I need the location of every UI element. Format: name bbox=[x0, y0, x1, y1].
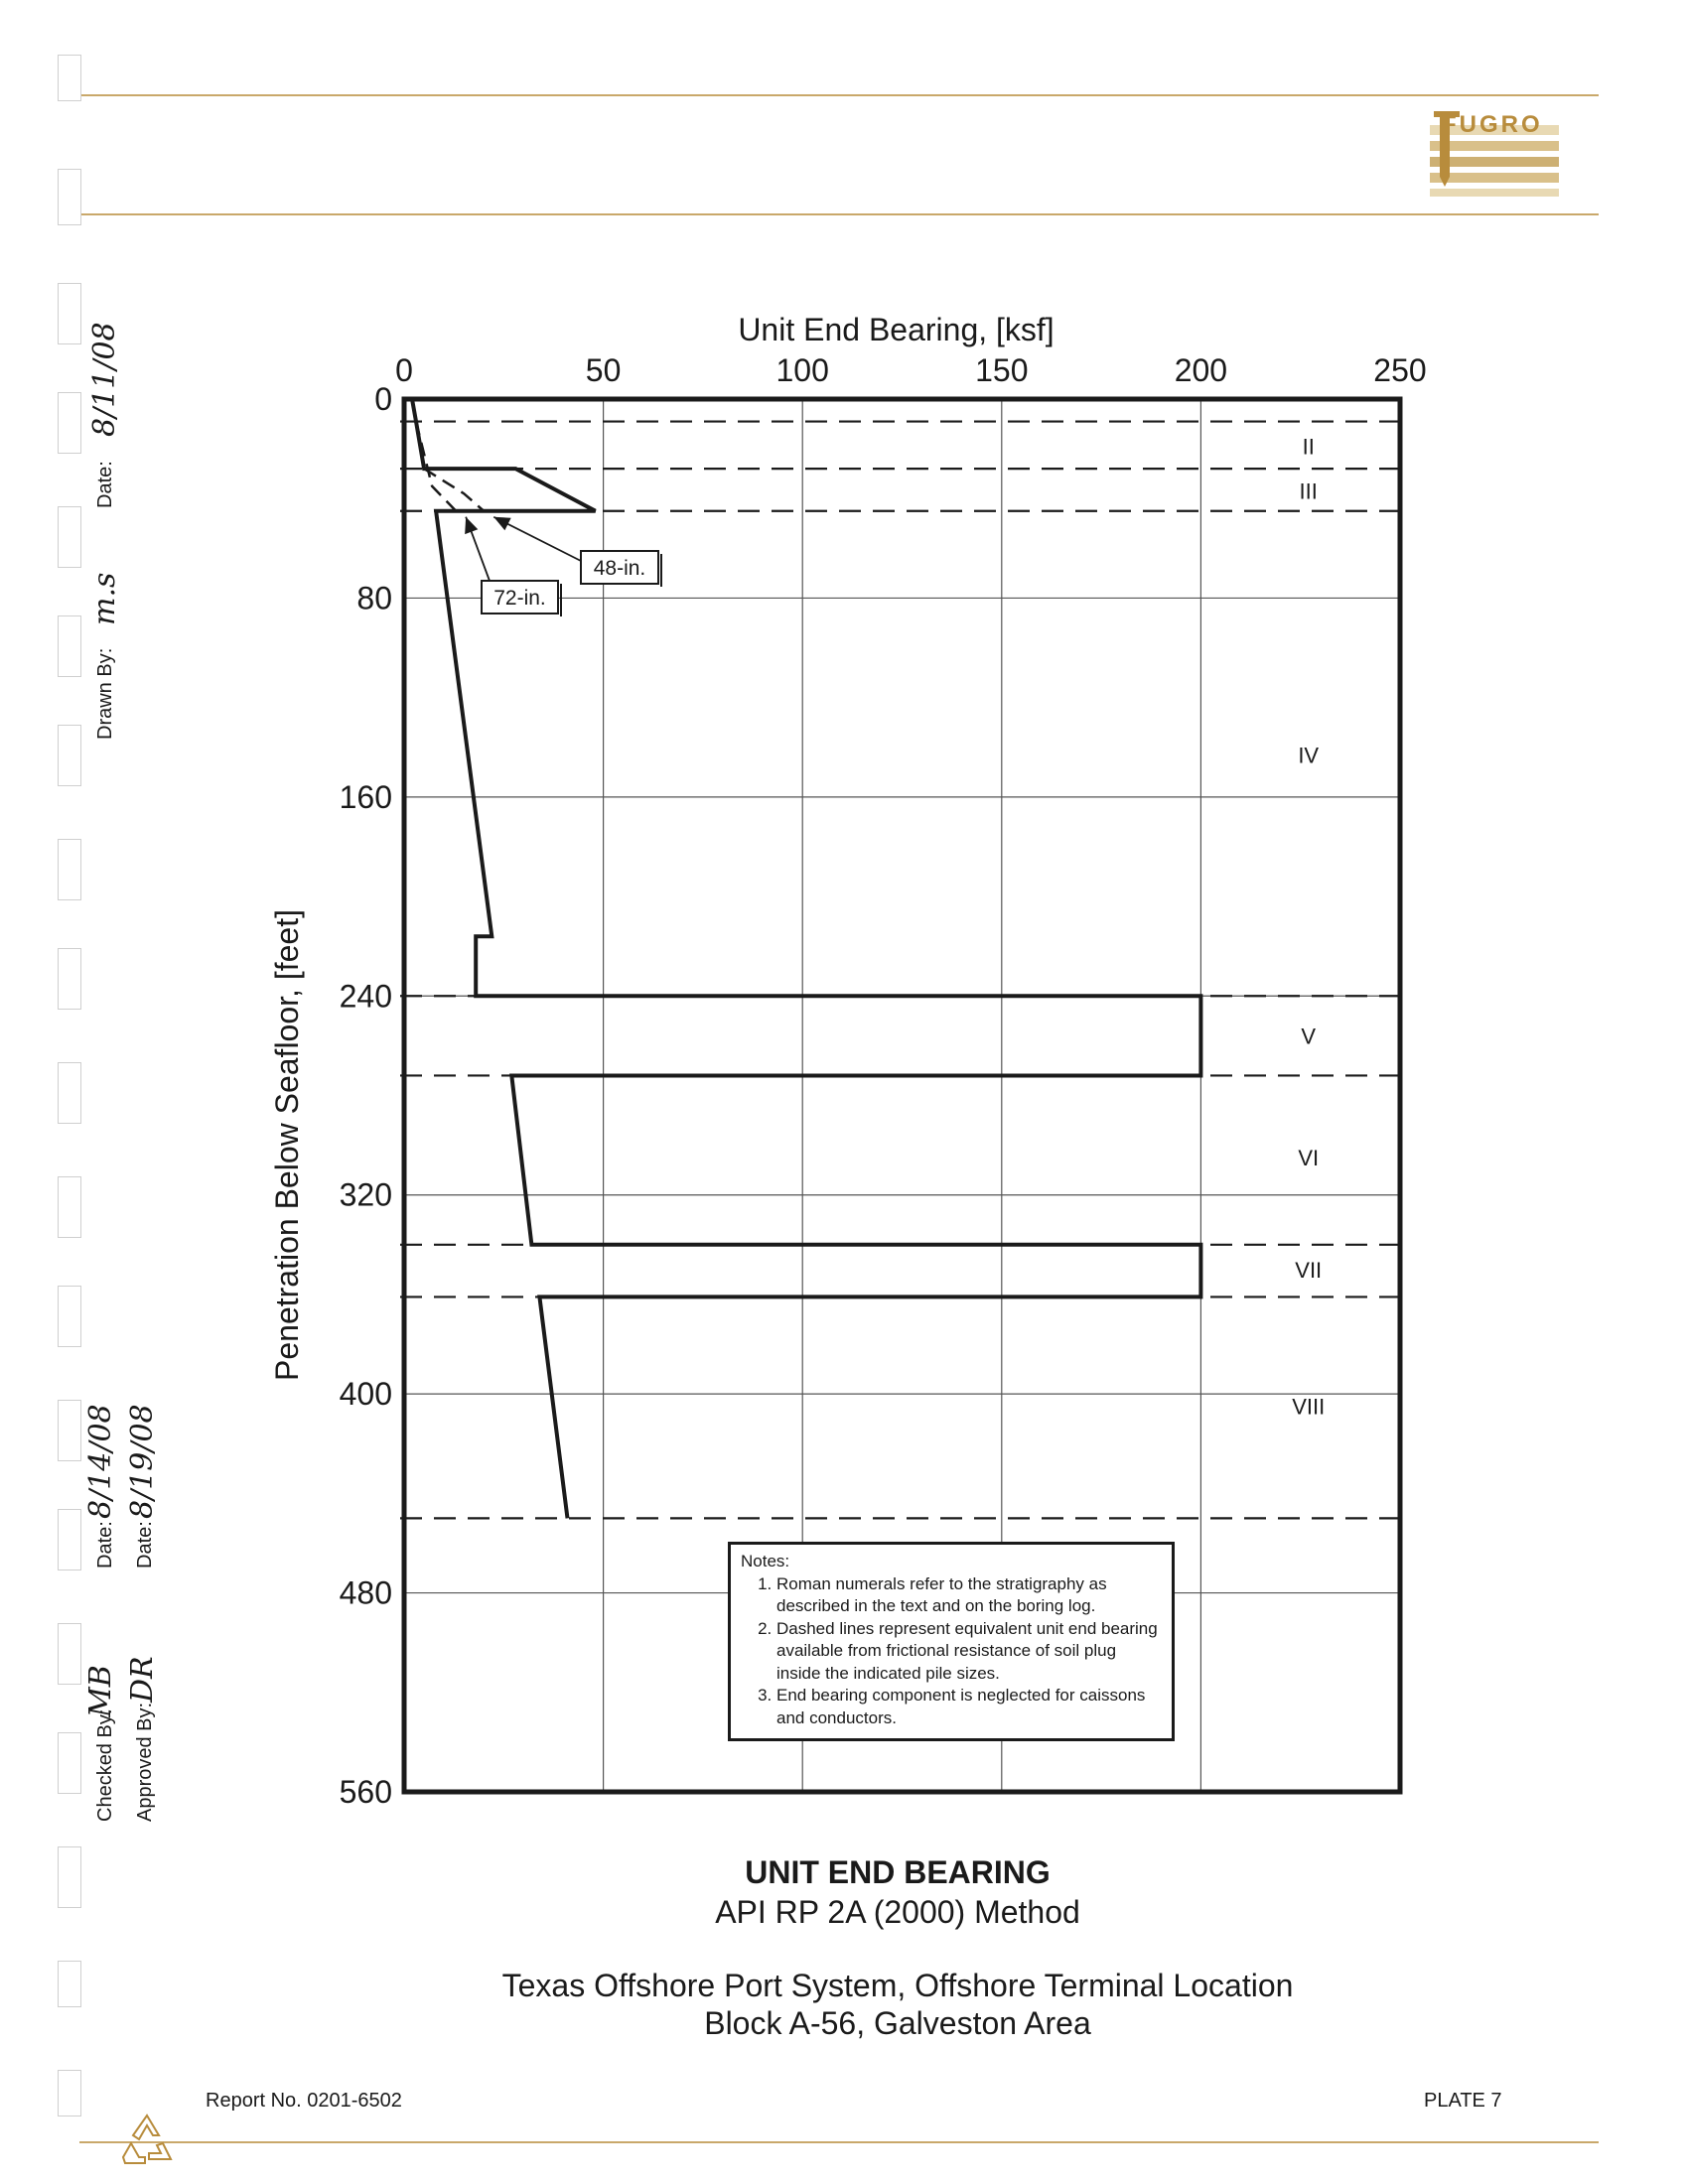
project-line-1: Texas Offshore Port System, Offshore Terminal Location bbox=[501, 1968, 1294, 2003]
stratigraphy-label: III bbox=[1299, 478, 1318, 504]
y-tick-label: 400 bbox=[339, 1376, 392, 1413]
notes-box bbox=[728, 1542, 1175, 1741]
plate-method: API RP 2A (2000) Method bbox=[715, 1894, 1080, 1930]
approved-by-label: Approved By: bbox=[134, 1702, 156, 1822]
series-line-dashed bbox=[424, 469, 484, 511]
y-tick-label: 240 bbox=[339, 978, 392, 1015]
x-tick-label: 250 bbox=[1373, 352, 1427, 388]
stratigraphy-label: II bbox=[1302, 434, 1315, 460]
plate-number: PLATE 7 bbox=[1424, 2090, 1502, 2112]
y-tick-label: 160 bbox=[339, 778, 392, 815]
checked-by-label: Checked By: bbox=[94, 1708, 116, 1822]
approved-date-handwritten: 8/19/08 bbox=[125, 1404, 160, 1519]
stratigraphy-label: VII bbox=[1295, 1257, 1323, 1283]
drawn-by-signature: m.s bbox=[87, 572, 122, 625]
date-label: Date: bbox=[94, 461, 116, 508]
x-axis-label: Unit End Bearing, [ksf] bbox=[738, 312, 1055, 347]
checked-date-handwritten: 8/14/08 bbox=[83, 1404, 118, 1519]
notes-list bbox=[741, 1573, 1162, 1730]
stratigraphy-label: V bbox=[1301, 1024, 1317, 1049]
x-tick-label: 100 bbox=[775, 352, 829, 388]
y-tick-label: 320 bbox=[339, 1176, 392, 1213]
notes-heading: Notes: bbox=[741, 1552, 790, 1570]
y-tick-label: 480 bbox=[339, 1574, 392, 1611]
annotation-label: 48-in. bbox=[593, 557, 646, 580]
stratigraphy-label: VIII bbox=[1292, 1394, 1326, 1420]
checked-date-label: Date: bbox=[94, 1521, 116, 1569]
annotation-label: 72-in. bbox=[493, 587, 546, 610]
date-handwritten: 8/11/08 bbox=[87, 322, 122, 437]
y-axis-label: Penetration Below Seafloor, [feet] bbox=[269, 909, 305, 1381]
plate-title: UNIT END BEARING bbox=[745, 1854, 1051, 1890]
stratigraphy-label: IV bbox=[1298, 743, 1320, 768]
x-tick-label: 200 bbox=[1174, 352, 1228, 388]
y-tick-label: 0 bbox=[374, 381, 392, 417]
x-tick-label: 50 bbox=[585, 352, 622, 388]
checked-by-signature: MB bbox=[83, 1665, 118, 1717]
drawn-by-label: Drawn By: bbox=[94, 647, 116, 740]
stratigraphy-label: VI bbox=[1298, 1146, 1320, 1171]
note-item: 2. Dashed lines represent equivalent unit end bearing available from frictional resistance of soil plug inside the indicated pile sizes. bbox=[776, 1618, 1162, 1686]
approved-by-signature: DR bbox=[125, 1656, 160, 1703]
note-item: 3. End bearing component is neglected for caissons and conductors. bbox=[776, 1685, 1162, 1729]
y-tick-label: 560 bbox=[339, 1774, 392, 1810]
project-line-2: Block A-56, Galveston Area bbox=[704, 2005, 1091, 2041]
note-item: 1. Roman numerals refer to the stratigraphy as described in the text and on the boring log. bbox=[776, 1573, 1162, 1618]
logo-wordmark: FUGRO bbox=[1442, 111, 1543, 138]
annotation-arrowhead bbox=[465, 517, 478, 534]
y-tick-label: 80 bbox=[356, 580, 392, 616]
series-line-solid bbox=[412, 399, 1200, 1518]
series bbox=[412, 399, 1200, 1518]
report-number: Report No. 0201-6502 bbox=[206, 2090, 402, 2112]
annotations bbox=[465, 517, 661, 616]
x-tick-label: 150 bbox=[975, 352, 1029, 388]
x-tick-label: 0 bbox=[395, 352, 413, 388]
approved-date-label: Date: bbox=[134, 1521, 156, 1569]
